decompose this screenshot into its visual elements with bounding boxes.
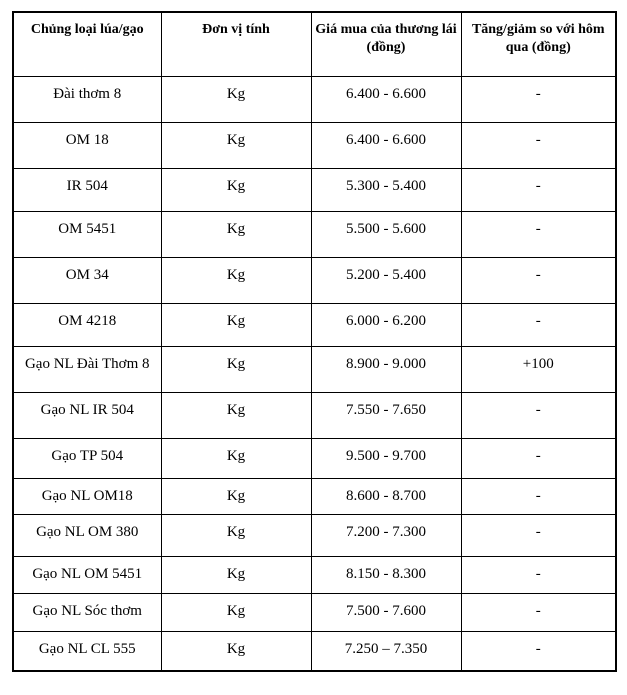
header-cell-change: Tăng/giảm so với hôm qua (đồng) [461,12,616,76]
cell-price: 8.150 - 8.300 [311,556,461,593]
cell-price: 9.500 - 9.700 [311,438,461,478]
cell-unit: Kg [161,211,311,257]
cell-type: IR 504 [13,168,161,211]
cell-unit: Kg [161,122,311,168]
cell-price: 7.500 - 7.600 [311,593,461,631]
table-row [13,211,616,257]
cell-change: - [461,631,616,671]
header-row [13,12,616,76]
cell-unit: Kg [161,593,311,631]
cell-change: - [461,514,616,556]
cell-type: Gạo NL IR 504 [13,392,161,438]
cell-price: 5.200 - 5.400 [311,257,461,303]
cell-type: Gạo NL Đài Thơm 8 [13,346,161,392]
cell-price: 6.400 - 6.600 [311,76,461,122]
table-row [13,514,616,556]
table-row [13,631,616,671]
cell-unit: Kg [161,478,311,514]
cell-unit: Kg [161,392,311,438]
cell-type: Gạo NL OM 380 [13,514,161,556]
cell-type: Gạo NL OM18 [13,478,161,514]
cell-price: 7.250 – 7.350 [311,631,461,671]
rice-price-table [12,11,617,672]
cell-unit: Kg [161,303,311,346]
table-row [13,303,616,346]
table-row [13,257,616,303]
table-row [13,593,616,631]
cell-price: 7.550 - 7.650 [311,392,461,438]
cell-change: - [461,303,616,346]
cell-type: Gạo TP 504 [13,438,161,478]
cell-unit: Kg [161,556,311,593]
table-row [13,168,616,211]
cell-type: OM 5451 [13,211,161,257]
table-row [13,122,616,168]
cell-unit: Kg [161,76,311,122]
cell-unit: Kg [161,514,311,556]
cell-type: OM 18 [13,122,161,168]
cell-unit: Kg [161,631,311,671]
cell-unit: Kg [161,438,311,478]
cell-price: 7.200 - 7.300 [311,514,461,556]
cell-type: Gạo NL CL 555 [13,631,161,671]
cell-change: - [461,122,616,168]
cell-change: - [461,392,616,438]
cell-price: 8.600 - 8.700 [311,478,461,514]
cell-change: - [461,593,616,631]
cell-price: 5.500 - 5.600 [311,211,461,257]
table-header [13,12,616,76]
cell-type: Gạo NL Sóc thơm [13,593,161,631]
cell-change: - [461,211,616,257]
header-cell-unit: Đơn vị tính [161,12,311,76]
header-cell-price: Giá mua của thương lái (đồng) [311,12,461,76]
header-cell-type: Chủng loại lúa/gạo [13,12,161,76]
cell-type: OM 4218 [13,303,161,346]
cell-type: OM 34 [13,257,161,303]
table-row [13,346,616,392]
cell-change: - [461,478,616,514]
cell-type: Gạo NL OM 5451 [13,556,161,593]
table-row [13,478,616,514]
cell-unit: Kg [161,257,311,303]
cell-price: 6.400 - 6.600 [311,122,461,168]
cell-change: - [461,168,616,211]
cell-unit: Kg [161,168,311,211]
table-row [13,392,616,438]
cell-change: - [461,438,616,478]
table-row [13,76,616,122]
cell-change: - [461,76,616,122]
cell-unit: Kg [161,346,311,392]
cell-change: - [461,257,616,303]
cell-change: +100 [461,346,616,392]
table-row [13,556,616,593]
cell-price: 8.900 - 9.000 [311,346,461,392]
cell-price: 6.000 - 6.200 [311,303,461,346]
cell-price: 5.300 - 5.400 [311,168,461,211]
cell-type: Đài thơm 8 [13,76,161,122]
cell-change: - [461,556,616,593]
table-body [13,76,616,671]
table-row [13,438,616,478]
